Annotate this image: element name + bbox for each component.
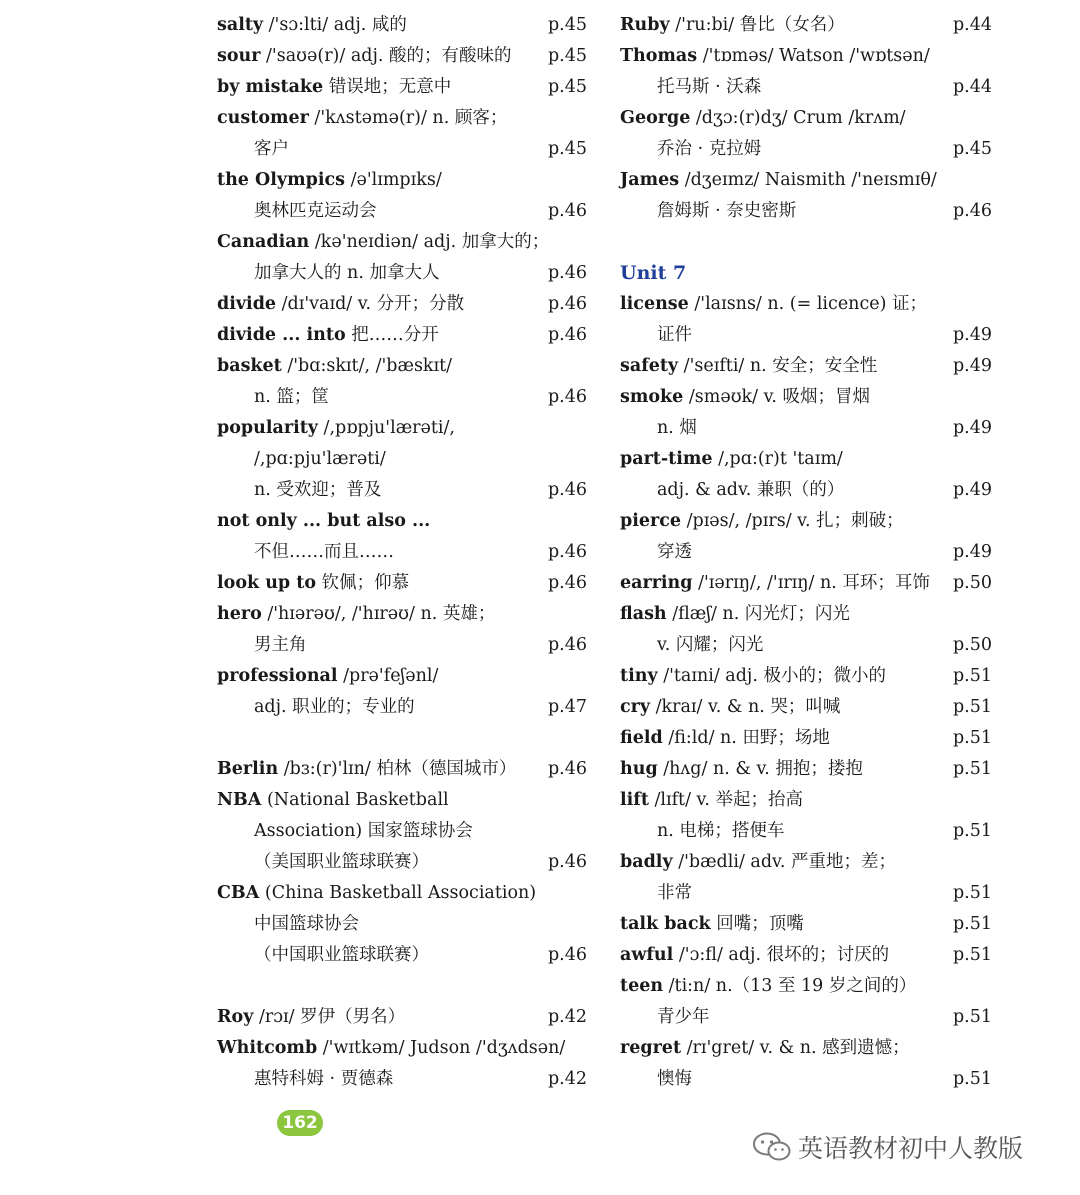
page-ref: p.46 <box>547 263 587 283</box>
headword: professional <box>217 666 338 686</box>
vocab-entry <box>620 382 992 413</box>
headword: talk back <box>620 914 711 934</box>
vocab-entry-continuation <box>620 475 992 506</box>
entry-definition: /'sɔ:lti/ adj. 咸的 <box>263 15 407 35</box>
vocab-entry <box>620 909 992 940</box>
entry-definition: /kraɪ/ v. & n. 哭；叫喊 <box>650 697 841 717</box>
page-number-badge: 162 <box>277 1110 323 1136</box>
entry-definition: 钦佩；仰慕 <box>316 573 410 593</box>
vocab-entry-continuation <box>217 475 587 506</box>
headword: hug <box>620 759 658 779</box>
entry-definition: /ti:n/ n.（13 至 19 岁之间的） <box>663 976 917 996</box>
page-ref: p.51 <box>952 914 992 934</box>
entry-definition: 懊悔 <box>657 1069 692 1089</box>
page-ref: p.44 <box>952 77 992 97</box>
vocab-entry <box>217 320 587 351</box>
vocab-entry <box>620 754 992 785</box>
page-ref: p.49 <box>952 418 992 438</box>
headword: hero <box>217 604 262 624</box>
page-ref: p.44 <box>952 15 992 35</box>
entry-definition: /,pɑ:pju'lærəti/ <box>254 449 386 469</box>
vocab-entry <box>620 103 992 134</box>
vocab-entry <box>217 165 587 196</box>
vocab-column-right <box>620 10 992 1095</box>
entry-definition: 青少年 <box>657 1007 710 1027</box>
vocab-entry-continuation <box>217 816 587 847</box>
headword: Whitcomb <box>217 1038 318 1058</box>
entry-definition: /prə'feʃənl/ <box>337 666 439 686</box>
entry-definition: v. 闪耀；闪光 <box>657 635 764 655</box>
entry-definition: (China Basketball Association) <box>259 883 537 903</box>
entry-definition: /,pɒpju'lærəti/, <box>317 418 455 438</box>
vocab-entry-continuation <box>217 909 587 940</box>
headword: Thomas <box>620 46 698 66</box>
vocab-entry-continuation <box>217 847 587 878</box>
entry-definition: /hʌg/ n. & v. 拥抱；搂抱 <box>657 759 863 779</box>
vocab-entry-continuation <box>620 1002 992 1033</box>
entry-definition: /'ɪərɪŋ/, /'ɪrɪŋ/ n. 耳环；耳饰 <box>692 573 930 593</box>
page-ref: p.49 <box>952 325 992 345</box>
entry-definition: 中国篮球协会 <box>254 914 359 934</box>
headword: divide ... into <box>217 325 346 345</box>
headword: not only ... but also ... <box>217 511 431 531</box>
entry-definition: /'seɪfti/ n. 安全；安全性 <box>678 356 878 376</box>
entry-definition: 非常 <box>657 883 692 903</box>
headword: popularity <box>217 418 318 438</box>
page-ref: p.46 <box>547 573 587 593</box>
page-ref: p.45 <box>547 15 587 35</box>
page-ref: p.46 <box>547 387 587 407</box>
entry-definition: /dʒeɪmz/ Naismith /'neɪsmɪθ/ <box>679 170 937 190</box>
headword: badly <box>620 852 673 872</box>
headword: salty <box>217 15 264 35</box>
headword: customer <box>217 108 309 128</box>
headword: field <box>620 728 663 748</box>
vocab-column-left <box>217 10 587 1095</box>
watermark <box>752 1127 1023 1167</box>
vocab-entry <box>217 351 587 382</box>
page-ref: p.46 <box>547 480 587 500</box>
vocab-entry-continuation <box>620 1064 992 1095</box>
page-ref: p.51 <box>952 666 992 686</box>
entry-definition: /sməʊk/ v. 吸烟；冒烟 <box>683 387 871 407</box>
vocab-entry-continuation <box>620 72 992 103</box>
page-ref: p.46 <box>547 325 587 345</box>
headword: Canadian <box>217 232 310 252</box>
headword: look up to <box>217 573 317 593</box>
entry-definition: /lɪft/ v. 举起；抬高 <box>648 790 803 810</box>
page-ref: p.46 <box>547 635 587 655</box>
page-ref: p.46 <box>547 201 587 221</box>
entry-definition: 托马斯 · 沃森 <box>657 77 762 97</box>
headword: tiny <box>620 666 658 686</box>
entry-definition: adj. 职业的；专业的 <box>254 697 415 717</box>
entry-definition: 穿透 <box>657 542 692 562</box>
page-ref: p.50 <box>952 573 992 593</box>
entry-definition: 乔治 · 克拉姆 <box>657 139 762 159</box>
entry-definition: /'ɔ:fl/ adj. 很坏的；讨厌的 <box>673 945 890 965</box>
vocab-entry <box>620 506 992 537</box>
vocab-entry-continuation <box>217 444 587 475</box>
entry-definition: /'saʊə(r)/ adj. 酸的；有酸味的 <box>260 46 512 66</box>
vocab-entry <box>217 289 587 320</box>
entry-definition: /bɜ:(r)'lɪn/ 柏林（德国城市） <box>278 759 517 779</box>
entry-definition: /kə'neɪdiən/ adj. 加拿大的； <box>309 232 550 252</box>
vocab-entry <box>620 599 992 630</box>
vocab-entry <box>620 10 992 41</box>
vocab-entry <box>620 661 992 692</box>
entry-definition: /'hɪərəʊ/, /'hɪrəʊ/ n. 英雄； <box>261 604 496 624</box>
vocab-entry-continuation <box>620 320 992 351</box>
headword: sour <box>217 46 261 66</box>
headword: James <box>620 170 680 190</box>
entry-definition: /'laɪsns/ n. (= licence) 证； <box>688 294 928 314</box>
entry-definition: 回嘴；顶嘴 <box>710 914 804 934</box>
headword: by mistake <box>217 77 324 97</box>
entry-definition: /'bɑ:skɪt/, /'bæskɪt/ <box>281 356 453 376</box>
entry-definition: 詹姆斯 · 奈史密斯 <box>657 201 797 221</box>
entry-definition: n. 电梯；搭便车 <box>657 821 785 841</box>
vocab-entry <box>217 103 587 134</box>
vocab-entry <box>620 289 992 320</box>
headword: Roy <box>217 1007 254 1027</box>
vocab-entry <box>217 413 587 444</box>
headword: earring <box>620 573 693 593</box>
vocab-entry-continuation <box>620 878 992 909</box>
entry-definition: /ə'lɪmpɪks/ <box>345 170 442 190</box>
headword: regret <box>620 1038 682 1058</box>
vocab-entry <box>620 568 992 599</box>
headword: part-time <box>620 449 713 469</box>
headword: NBA <box>217 790 262 810</box>
entry-definition: /flæʃ/ n. 闪光灯；闪光 <box>666 604 850 624</box>
entry-definition: 错误地；无意中 <box>323 77 452 97</box>
vocab-entry <box>620 444 992 475</box>
vocab-entry <box>620 41 992 72</box>
entry-definition: /'taɪni/ adj. 极小的；微小的 <box>657 666 886 686</box>
headword: safety <box>620 356 679 376</box>
entry-definition: /'tɒməs/ Watson /'wɒtsən/ <box>697 46 930 66</box>
page-ref: p.46 <box>547 542 587 562</box>
page-ref: p.49 <box>952 542 992 562</box>
page-ref: p.51 <box>952 697 992 717</box>
vocab-entry-continuation <box>217 1064 587 1095</box>
entry-definition: /rɪ'gret/ v. & n. 感到遗憾； <box>681 1038 910 1058</box>
headword: CBA <box>217 883 260 903</box>
entry-definition: adj. & adv. 兼职（的） <box>657 480 845 500</box>
entry-definition: /'wɪtkəm/ Judson /'dʒʌdsən/ <box>317 1038 566 1058</box>
vocab-entry-continuation <box>217 692 587 723</box>
entry-definition: 奥林匹克运动会 <box>254 201 377 221</box>
spacer <box>217 971 587 1002</box>
vocab-entry-continuation <box>217 196 587 227</box>
page-ref: p.51 <box>952 821 992 841</box>
spacer <box>217 723 587 754</box>
vocab-entry <box>620 785 992 816</box>
page-ref: p.45 <box>547 77 587 97</box>
entry-definition: 惠特科姆 · 贾德森 <box>254 1069 394 1089</box>
entry-definition: /'ru:bi/ 鲁比（女名） <box>669 15 845 35</box>
page-ref: p.50 <box>952 635 992 655</box>
watermark-text: 英语教材初中人教版 <box>798 1134 1024 1163</box>
headword: the Olympics <box>217 170 346 190</box>
headword: basket <box>217 356 282 376</box>
page-ref: p.49 <box>952 480 992 500</box>
vocab-entry <box>217 227 587 258</box>
vocab-entry-continuation <box>217 258 587 289</box>
headword: lift <box>620 790 649 810</box>
headword: teen <box>620 976 664 996</box>
headword: smoke <box>620 387 684 407</box>
vocab-entry <box>620 692 992 723</box>
entry-definition: 把……分开 <box>345 325 439 345</box>
headword: divide <box>217 294 277 314</box>
headword: Ruby <box>620 15 670 35</box>
page-ref: p.51 <box>952 945 992 965</box>
entry-definition: 不但……而且…… <box>254 542 394 562</box>
vocab-entry <box>620 971 992 1002</box>
vocab-entry-continuation <box>620 134 992 165</box>
vocab-entry-continuation <box>620 816 992 847</box>
vocab-entry-continuation <box>217 382 587 413</box>
vocab-entry <box>217 661 587 692</box>
vocab-entry <box>217 754 587 785</box>
page-ref: p.45 <box>547 139 587 159</box>
vocab-entry <box>217 878 587 909</box>
entry-definition: /'kʌstəmə(r)/ n. 顾客； <box>308 108 508 128</box>
entry-definition: /fi:ld/ n. 田野；场地 <box>662 728 830 748</box>
entry-definition: n. 篮；筐 <box>254 387 329 407</box>
entry-definition: (National Basketball <box>261 790 449 810</box>
entry-definition: 客户 <box>254 139 289 159</box>
page-ref: p.47 <box>547 697 587 717</box>
vocab-entry-continuation <box>217 134 587 165</box>
vocab-entry <box>217 72 587 103</box>
vocab-entry <box>217 785 587 816</box>
headword: awful <box>620 945 674 965</box>
page-ref: p.51 <box>952 759 992 779</box>
headword: cry <box>620 697 651 717</box>
page-ref: p.51 <box>952 728 992 748</box>
page-ref: p.46 <box>547 759 587 779</box>
vocab-entry <box>620 847 992 878</box>
vocab-entry <box>217 1033 587 1064</box>
vocab-entry-continuation <box>217 630 587 661</box>
page-ref: p.49 <box>952 356 992 376</box>
page-ref: p.45 <box>547 46 587 66</box>
entry-definition: /dɪ'vaɪd/ v. 分开；分散 <box>276 294 465 314</box>
unit-heading-text: Unit 7 <box>620 262 687 284</box>
vocab-entry <box>620 165 992 196</box>
page-ref: p.45 <box>952 139 992 159</box>
page-ref: p.46 <box>952 201 992 221</box>
page-ref: p.51 <box>952 883 992 903</box>
unit-heading <box>620 258 992 289</box>
page-ref: p.51 <box>952 1007 992 1027</box>
entry-definition: （美国职业篮球联赛） <box>254 852 429 872</box>
vocab-entry-continuation <box>620 413 992 444</box>
entry-definition: 男主角 <box>254 635 307 655</box>
vocab-entry <box>620 351 992 382</box>
entry-definition: /pɪəs/, /pɪrs/ v. 扎；刺破； <box>681 511 904 531</box>
entry-definition: n. 受欢迎；普及 <box>254 480 382 500</box>
headword: Berlin <box>217 759 279 779</box>
vocab-entry <box>620 723 992 754</box>
entry-definition: （中国职业篮球联赛） <box>254 945 429 965</box>
headword: George <box>620 108 691 128</box>
vocab-entry <box>217 10 587 41</box>
vocab-entry <box>620 1033 992 1064</box>
entry-definition: 证件 <box>657 325 692 345</box>
spacer <box>620 227 992 258</box>
headword: pierce <box>620 511 682 531</box>
page-ref: p.46 <box>547 294 587 314</box>
vocab-entry <box>217 506 587 537</box>
vocab-entry-continuation <box>217 940 587 971</box>
vocab-entry-continuation <box>620 630 992 661</box>
vocab-entry <box>620 940 992 971</box>
vocab-entry <box>217 599 587 630</box>
headword: license <box>620 294 689 314</box>
vocab-entry-continuation <box>620 196 992 227</box>
headword: flash <box>620 604 667 624</box>
page-ref: p.51 <box>952 1069 992 1089</box>
page-ref: p.42 <box>547 1069 587 1089</box>
wechat-icon <box>752 1131 792 1163</box>
entry-definition: /rɔɪ/ 罗伊（男名） <box>253 1007 406 1027</box>
vocab-entry <box>217 1002 587 1033</box>
page-ref: p.42 <box>547 1007 587 1027</box>
entry-definition: n. 烟 <box>657 418 697 438</box>
entry-definition: Association) 国家篮球协会 <box>254 821 473 841</box>
entry-definition: /,pɑ:(r)t 'taɪm/ <box>712 449 843 469</box>
vocab-entry-continuation <box>620 537 992 568</box>
page-ref: p.46 <box>547 852 587 872</box>
entry-definition: /dʒɔ:(r)dʒ/ Crum /krʌm/ <box>690 108 906 128</box>
entry-definition: 加拿大人的 n. 加拿大人 <box>254 263 440 283</box>
vocab-entry <box>217 568 587 599</box>
page-ref: p.46 <box>547 945 587 965</box>
vocab-entry <box>217 41 587 72</box>
entry-definition: /'bædli/ adv. 严重地；差； <box>672 852 896 872</box>
vocab-entry-continuation <box>217 537 587 568</box>
